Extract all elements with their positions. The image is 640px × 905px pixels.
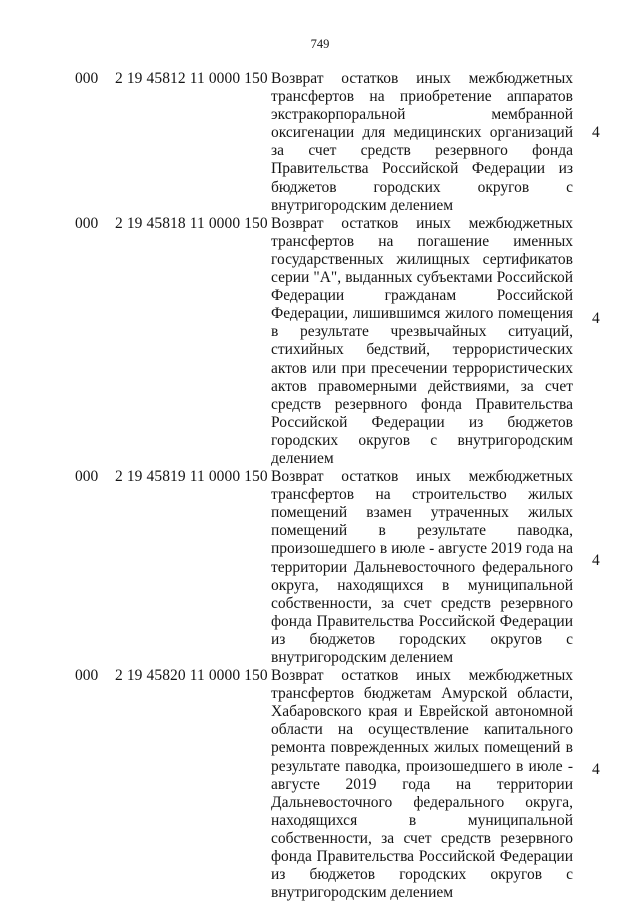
table-row bbox=[0, 70, 640, 215]
revenue-description: Возврат остатков иных межбюджетных трансфертов на погашение именных государственных жилищных сертификатов серии "А", выданных субъектами Российской Федерации гражданам Российской Федерации, лишившимся жилого помещения в результате чрезвычайных ситуаций, стихийных бедствий, террористических актов или при пресечении террористических актов правомерными действиями, за счет средств резервного фонда Правительства Российской Федерации из бюджетов городских округов с внутригородским делением bbox=[271, 214, 573, 467]
row-value: 4 bbox=[592, 761, 600, 779]
budget-classification-code: 2 19 45819 11 0000 150 bbox=[115, 468, 268, 486]
table-row bbox=[0, 215, 640, 468]
table-row bbox=[0, 468, 640, 667]
budget-classification-code: 2 19 45812 11 0000 150 bbox=[115, 70, 268, 87]
revenue-description: Возврат остатков иных межбюджетных трансфертов бюджетам Амурской области, Хабаровского края и Еврейской автономной области на осуществление капитального ремонта поврежденных жилых помещений в результате паводка, произошедшего в июле - августе 2019 года на территории Дальневосточного федерального округа, находящихся в муниципальной собственности, за счет средств резервного фонда Правительства Российской Федерации из бюджетов городских округов с внутригородским делением bbox=[271, 667, 573, 902]
revenue-description: Возврат остатков иных межбюджетных трансфертов на строительство жилых помещений взамен утраченных жилых помещений в результате паводка, произошедшего в июле - августе 2019 года на территории Дальневосточного федерального округа, находящихся в муниципальной собственности, за счет средств резервного фонда Правительства Российской Федерации из бюджетов городских округов с внутригородским делением bbox=[271, 468, 573, 666]
table-row bbox=[0, 667, 640, 902]
admin-code: 000 bbox=[75, 214, 99, 232]
budget-classification-code: 2 19 45818 11 0000 150 bbox=[115, 214, 268, 232]
row-value: 4 bbox=[592, 124, 600, 141]
budget-code-table bbox=[0, 70, 640, 902]
admin-code: 000 bbox=[75, 468, 99, 486]
budget-classification-code: 2 19 45820 11 0000 150 bbox=[115, 667, 268, 685]
revenue-description: Возврат остатков иных межбюджетных трансфертов на приобретение аппаратов экстракорпоральной мембранной оксигенации для медицинских организаций за счет средств резервного фонда Правительства Российской Федерации из бюджетов городских округов с внутригородским делением bbox=[271, 70, 573, 214]
row-value: 4 bbox=[592, 552, 600, 570]
admin-code: 000 bbox=[75, 667, 99, 685]
admin-code: 000 bbox=[75, 70, 99, 87]
row-value: 4 bbox=[592, 309, 600, 327]
page-number: 749 bbox=[310, 37, 330, 51]
